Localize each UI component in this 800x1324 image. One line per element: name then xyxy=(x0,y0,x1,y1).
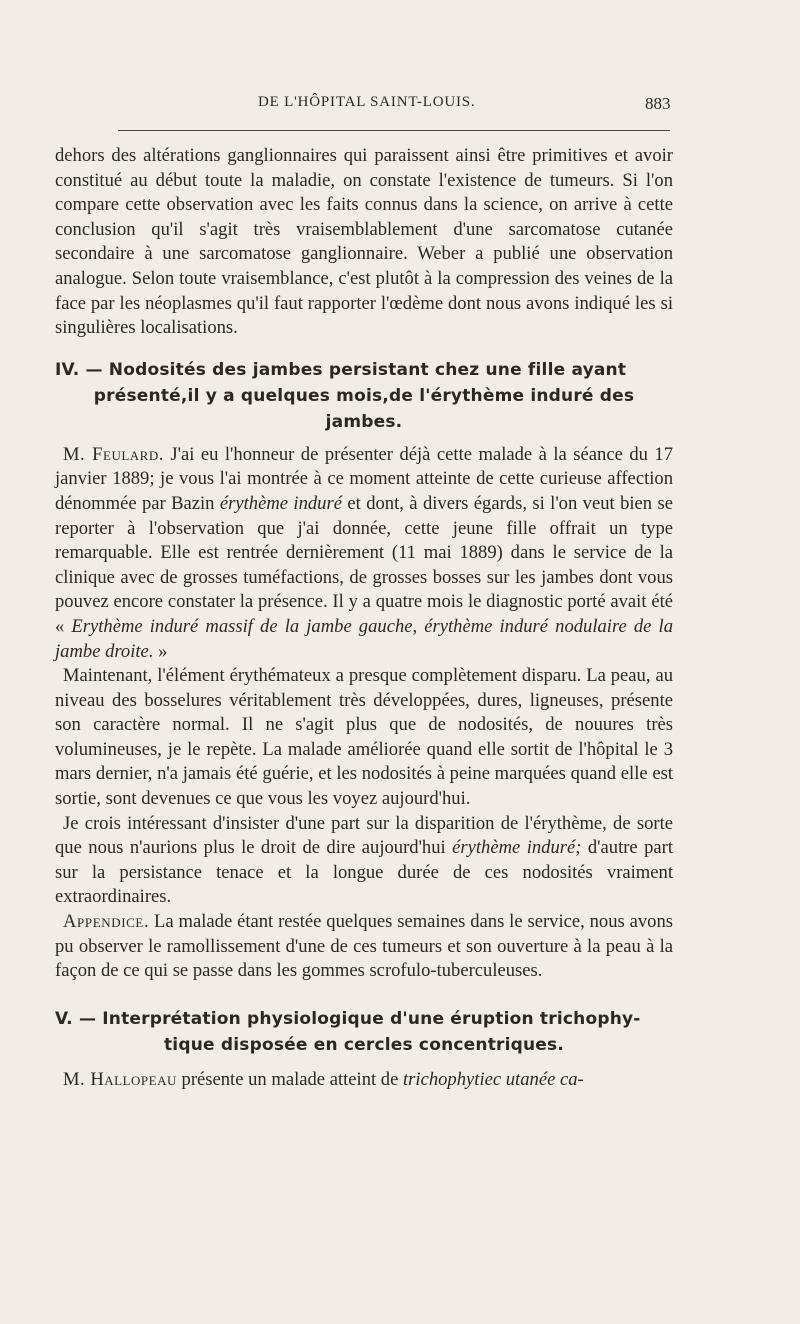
speaker-name: M. Feulard. xyxy=(63,443,164,465)
section-iv-appendix xyxy=(55,910,673,984)
section-iv-paragraph-2: Maintenant, l'élément érythémateux a presque complètement disparu. La peau, au niveau des bosselures véritablement très développées, dures, ligneuses, présente son caractère normal. Il ne s'agit plus que de nodosités, de nouures très volumineuses, je le repète. La malade améliorée quand elle sortit de l'hôpital le 3 mars dernier, n'a jamais été guérie, et les nodosités à peine marquées quand elle est sortie, sont devenues ce que vous les voyez aujourd'hui. xyxy=(55,665,673,810)
page-number: 883 xyxy=(645,94,671,113)
running-header xyxy=(0,94,800,118)
appendix-label: Appendice. xyxy=(63,911,150,933)
section-iv-paragraph-3 xyxy=(55,812,673,910)
section-v-paragraph-1 xyxy=(55,1068,673,1093)
intro-paragraph: dehors des altérations ganglionnaires qui paraissent ainsi être primitives et avoir constitué au début toute la maladie, on constate l'existence de tumeurs. Si l'on compare cette observation avec les faits connus dans la science, on arrive à cette conclusion qu'il s'agit très vraisemblablement d'une sarcomatose cutanée secondaire à une sarcomatose ganglionnaire. Weber a publié une observation analogue. Selon toute vraisemblance, c'est plutôt à la compression des veines de la face par les néoplasmes qu'il faut rapporter l'œdème dont nous avons indiqué les si singulières localisations. xyxy=(55,145,673,339)
italic-term: érythème induré; xyxy=(452,837,582,859)
paragraph-text: et dont, à divers égards, si l'on veut bien se reporter à l'observation que j'ai donnée, cette jeune fille offrait un type remarquable. Elle est rentrée dernièrement (11 mai 1889) dans le service de la clinique avec de grosses tuméfactions, de grosses bosses sur les jambes dont vous pouvez encore constater la présence. Il y a quatre mois le diagnostic porté avait été « xyxy=(55,492,673,637)
paragraph-text: Je crois intéressant d'insister d'une part sur la disparition de l'érythème, de sorte que nous n'aurions plus le droit de dire aujourd'hui xyxy=(55,812,673,859)
section-v-heading xyxy=(55,1006,673,1058)
section-iv-heading xyxy=(55,357,673,435)
body-text xyxy=(55,144,673,1092)
section-iv-paragraph-1 xyxy=(55,443,673,664)
paragraph-text: présente un malade atteint de xyxy=(176,1068,404,1090)
paragraph-text: d'autre part sur la persistance tenace et la longue durée de ces nodosités vraiment extraordinaires. xyxy=(55,837,674,908)
section-iv-heading-line1: IV. — Nodosités des jambes persistant chez une fille ayant xyxy=(55,359,627,380)
running-title: DE L'HÔPITAL SAINT-LOUIS. xyxy=(258,94,476,110)
paragraph-text: J'ai eu l'honneur de présenter déjà cette malade à la séance du 17 janvier 1889; je vous l'ai montrée à ce moment atteinte de cette curieuse affection dénommée par Bazin xyxy=(55,443,673,514)
header-rule xyxy=(118,130,670,131)
section-v-heading-line2: tique disposée en cercles concentriques. xyxy=(163,1034,565,1055)
paragraph-text: La malade étant restée quelques semaines dans le service, nous avons pu observer le ramollissement d'une de ces tumeurs et son ouverture à la peau à la façon de ce qui se passe dans les gommes scrofulo-tuberculeuses. xyxy=(55,911,673,982)
speaker-name: M. Hallopeau xyxy=(63,1068,177,1090)
section-v-heading-line1: V. — Interprétation physiologique d'une éruption trichophy- xyxy=(55,1008,641,1029)
italic-term: trichophytiec utanée ca- xyxy=(403,1068,584,1090)
italic-diagnosis: Erythème induré massif de la jambe gauche, érythème induré nodulaire de la jambe droite. xyxy=(55,615,673,662)
section-iv-heading-line2: présenté,il y a quelques mois,de l'érythème induré des jambes. xyxy=(93,385,635,432)
paragraph-text: » xyxy=(153,640,168,662)
italic-term: érythème induré xyxy=(219,492,342,514)
